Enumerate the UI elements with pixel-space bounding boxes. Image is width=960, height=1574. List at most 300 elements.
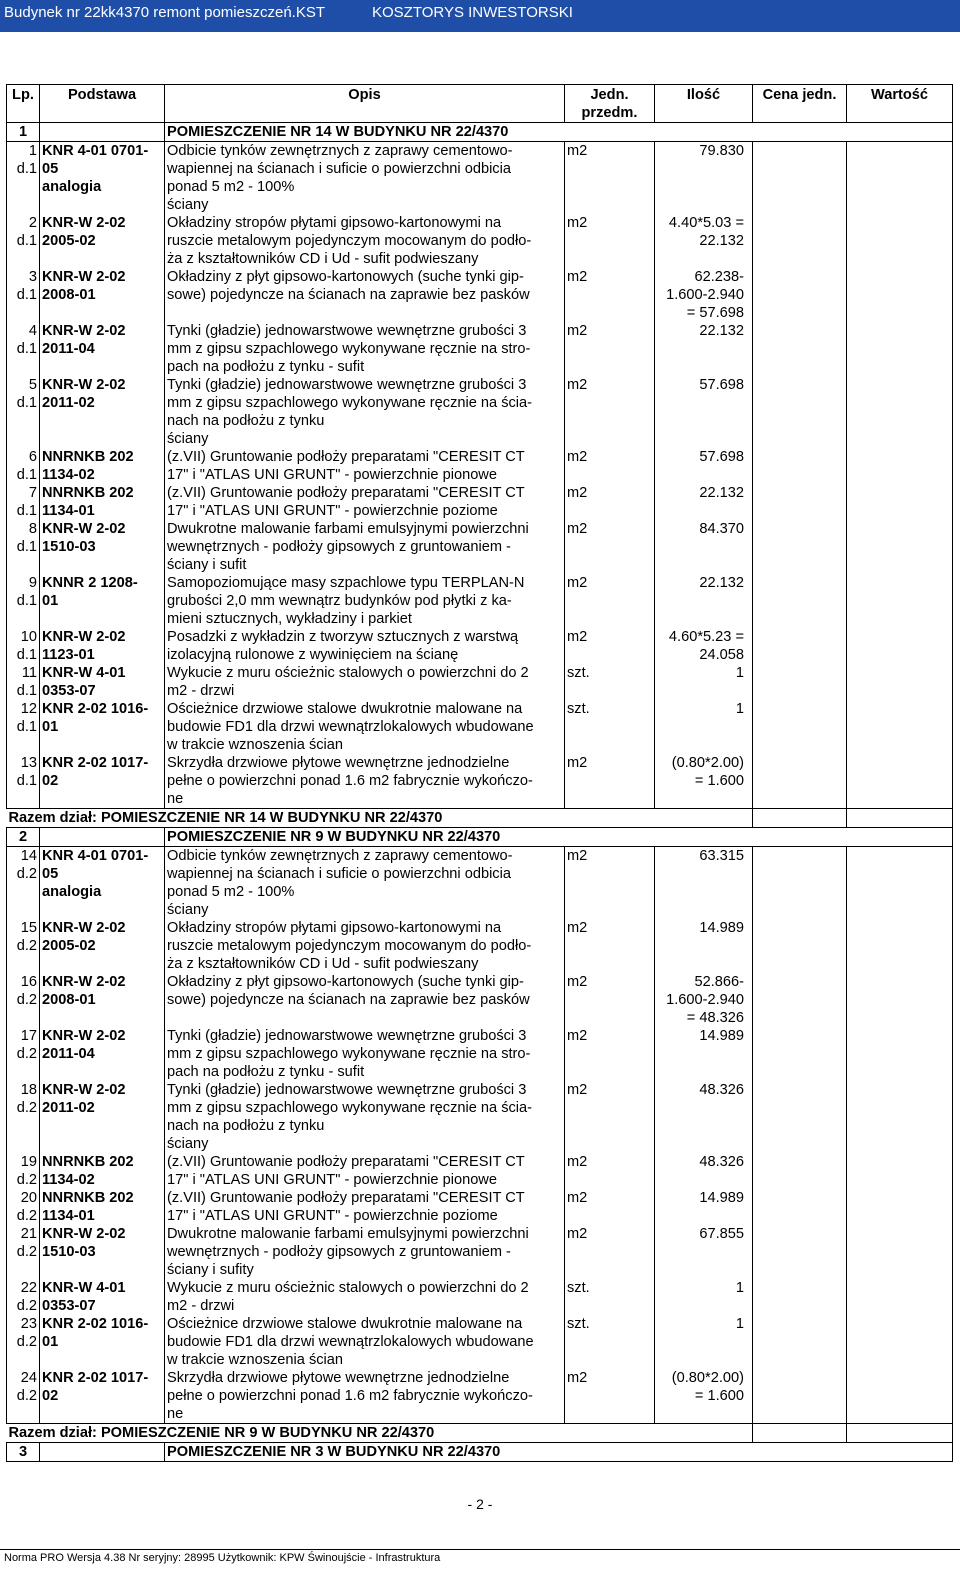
item-description (165, 1315, 565, 1369)
page-number: - 2 - (467, 1496, 493, 1512)
quantity-line: 14.989 (699, 1028, 744, 1044)
item-basis (40, 214, 165, 268)
description-line: Posadzki z wykładzin z tworzyw sztucznych z warstwą (167, 629, 519, 645)
item-value (847, 847, 953, 920)
basis-line: 0353-07 (42, 1298, 96, 1314)
description-line: Ościeżnice drzwiowe stalowe dwukrotnie malowane na (167, 701, 523, 717)
description-line: m2 - drzwi (167, 683, 235, 699)
item-value (847, 1081, 953, 1153)
item-value (847, 448, 953, 484)
section-spacer (40, 1443, 165, 1462)
item-value (847, 1279, 953, 1315)
item-unit-price (753, 448, 847, 484)
lp-line: d.1 (16, 503, 37, 519)
item-unit: szt. (565, 700, 655, 754)
item-quantity (655, 520, 753, 574)
item-basis (40, 448, 165, 484)
basis-line: KNR-W 4-01 (42, 1280, 126, 1296)
basis-line: KNR-W 2-02 (42, 377, 126, 393)
file-title: Budynek nr 22kk4370 remont pomieszczeń.KST (4, 4, 325, 21)
table-header-row (7, 85, 953, 123)
section-title: POMIESZCZENIE NR 9 W BUDYNKU NR 22/4370 (165, 828, 953, 847)
lp-line: d.1 (16, 341, 37, 357)
quantity-line: 1 (735, 665, 744, 681)
lp-line: 7 (28, 485, 37, 501)
item-lp (7, 448, 40, 484)
description-line: ściany i sufity (167, 1262, 254, 1278)
table-row (7, 1225, 953, 1279)
item-quantity (655, 214, 753, 268)
item-quantity (655, 919, 753, 973)
item-unit: m2 (565, 142, 655, 215)
description-line: Dwukrotne malowanie farbami emulsyjnymi powierzchni (167, 1226, 529, 1242)
item-lp (7, 574, 40, 628)
item-value (847, 664, 953, 700)
quantity-line: 4.40*5.03 = (668, 215, 744, 231)
title-bar (0, 0, 960, 32)
section-summary-row (7, 1424, 953, 1443)
item-lp (7, 847, 40, 920)
basis-line: KNR-W 2-02 (42, 269, 126, 285)
lp-line: 19 (20, 1154, 37, 1170)
col-header-quantity: Ilość (655, 85, 753, 123)
lp-line: 1 (28, 143, 37, 159)
item-basis (40, 628, 165, 664)
section-number: 2 (7, 828, 40, 847)
description-line: Odbicie tynków zewnętrznych z zaprawy cementowo- (167, 143, 513, 159)
item-unit-price (753, 1153, 847, 1189)
item-description (165, 1189, 565, 1225)
item-description (165, 847, 565, 920)
summary-price-empty (753, 1424, 847, 1443)
item-basis (40, 973, 165, 1027)
item-basis (40, 520, 165, 574)
description-line: ża z kształtowników CD i Ud - sufit podwieszany (167, 251, 479, 267)
item-basis (40, 1153, 165, 1189)
item-unit-price (753, 1315, 847, 1369)
item-lp (7, 1081, 40, 1153)
description-line: (z.VII) Gruntowanie podłoży preparatami "CERESIT CT (167, 1190, 525, 1206)
col-header-description: Opis (165, 85, 565, 123)
col-header-lp: Lp. (7, 85, 40, 123)
section-number: 3 (7, 1443, 40, 1462)
lp-line: d.2 (16, 1046, 37, 1062)
cost-estimate-table (6, 84, 953, 1462)
section-summary: Razem dział: POMIESZCZENIE NR 9 W BUDYNKU NR 22/4370 (7, 1424, 753, 1443)
description-line: ściany (167, 197, 209, 213)
item-basis (40, 322, 165, 376)
lp-line: 8 (28, 521, 37, 537)
lp-line: d.1 (16, 539, 37, 555)
item-description (165, 1369, 565, 1424)
item-unit: szt. (565, 1279, 655, 1315)
lp-line: 11 (21, 665, 37, 681)
table-row (7, 1315, 953, 1369)
basis-line: KNR-W 2-02 (42, 521, 126, 537)
item-lp (7, 754, 40, 809)
table-row (7, 574, 953, 628)
item-basis (40, 484, 165, 520)
basis-line: 2011-04 (42, 341, 95, 357)
item-lp (7, 142, 40, 215)
table-row (7, 1369, 953, 1424)
item-unit-price (753, 1027, 847, 1081)
description-line: izolacyjną rulonowe z wywinięciem na ścianę (167, 647, 459, 663)
quantity-line: 22.132 (699, 485, 744, 501)
basis-line: KNNR 2 1208- (42, 575, 138, 591)
item-quantity (655, 754, 753, 809)
description-line: mm z gipsu szpachlowego wykonywane ręcznie na ścia- (167, 1100, 533, 1116)
description-line: ponad 5 m2 - 100% (167, 884, 295, 900)
section-title: POMIESZCZENIE NR 3 W BUDYNKU NR 22/4370 (165, 1443, 953, 1462)
lp-line: 15 (20, 920, 37, 936)
description-line: budowie FD1 dla drzwi wewnątrzlokalowych wbudowane (167, 1334, 534, 1350)
quantity-line: 57.698 (699, 449, 744, 465)
basis-line: KNR-W 4-01 (42, 665, 126, 681)
table-row (7, 1279, 953, 1315)
lp-line: 13 (20, 755, 37, 771)
quantity-line: 14.989 (699, 1190, 744, 1206)
item-lp (7, 919, 40, 973)
item-lp (7, 1369, 40, 1424)
description-line: 17" i "ATLAS UNI GRUNT" - powierzchnie pionowe (167, 1172, 497, 1188)
item-description (165, 754, 565, 809)
item-unit-price (753, 322, 847, 376)
item-basis (40, 1027, 165, 1081)
item-quantity (655, 1189, 753, 1225)
item-unit-price (753, 1369, 847, 1424)
basis-line: KNR 2-02 1016- (42, 701, 149, 717)
item-value (847, 1027, 953, 1081)
item-value (847, 142, 953, 215)
quantity-line: 48.326 (699, 1154, 744, 1170)
item-quantity (655, 1315, 753, 1369)
item-description (165, 142, 565, 215)
lp-line: d.1 (16, 773, 37, 789)
lp-line: 24 (20, 1370, 37, 1386)
lp-line: 10 (20, 629, 37, 645)
item-value (847, 628, 953, 664)
item-value (847, 973, 953, 1027)
lp-line: d.1 (16, 233, 37, 249)
item-lp (7, 700, 40, 754)
description-line: budowie FD1 dla drzwi wewnątrzlokalowych wbudowane (167, 719, 534, 735)
item-basis (40, 268, 165, 322)
quantity-line: 79.830 (699, 143, 744, 159)
item-value (847, 1369, 953, 1424)
item-lp (7, 973, 40, 1027)
item-unit: m2 (565, 1027, 655, 1081)
item-description (165, 664, 565, 700)
quantity-line: 84.370 (699, 521, 744, 537)
col-header-unit: Jedn. przedm. (565, 85, 655, 123)
lp-line: 12 (20, 701, 37, 717)
lp-line: 14 (20, 848, 37, 864)
table-row (7, 919, 953, 973)
item-basis (40, 847, 165, 920)
item-value (847, 1153, 953, 1189)
quantity-line: 62.238- (694, 269, 744, 285)
table-row (7, 214, 953, 268)
basis-line: 1510-03 (42, 1244, 96, 1260)
basis-line: analogia (42, 179, 102, 195)
description-line: Dwukrotne malowanie farbami emulsyjnymi powierzchni (167, 521, 529, 537)
description-line: 17" i "ATLAS UNI GRUNT" - powierzchnie poziome (167, 503, 498, 519)
quantity-line: = 1.600 (694, 773, 744, 789)
description-line: w trakcie wznoszenia ścian (167, 1352, 344, 1368)
basis-line: KNR 4-01 0701- (42, 848, 149, 864)
lp-line: 2 (28, 215, 37, 231)
lp-line: 22 (20, 1280, 37, 1296)
item-unit-price (753, 1081, 847, 1153)
item-unit: m2 (565, 214, 655, 268)
item-quantity (655, 484, 753, 520)
lp-line: 18 (20, 1082, 37, 1098)
item-basis (40, 1369, 165, 1424)
description-line: Tynki (gładzie) jednowarstwowe wewnętrzne grubości 3 (167, 377, 527, 393)
lp-line: d.1 (16, 395, 37, 411)
item-value (847, 214, 953, 268)
description-line: wapiennej na ścianach i suficie o powierzchni odbicia (167, 161, 511, 177)
item-basis (40, 1189, 165, 1225)
description-line: grubości 2,0 mm wewnątrz budynków pod płytki z ka- (167, 593, 512, 609)
basis-line: KNR-W 2-02 (42, 629, 126, 645)
description-line: Tynki (gładzie) jednowarstwowe wewnętrzne grubości 3 (167, 1028, 527, 1044)
item-lp (7, 520, 40, 574)
lp-line: d.2 (16, 938, 37, 954)
description-line: ściany (167, 431, 209, 447)
description-line: Wykucie z muru ościeżnic stalowych o powierzchni do 2 (167, 665, 529, 681)
section-spacer (40, 123, 165, 142)
description-line: pełne o powierzchni ponad 1.6 m2 fabrycznie wykończo- (167, 1388, 533, 1404)
basis-line: 1134-02 (42, 1172, 95, 1188)
description-line: Wykucie z muru ościeżnic stalowych o powierzchni do 2 (167, 1280, 529, 1296)
item-quantity (655, 448, 753, 484)
basis-line: 01 (42, 1334, 59, 1350)
table-row (7, 973, 953, 1027)
item-unit: m2 (565, 919, 655, 973)
description-line: wewnętrznych - podłoży gipsowych z gruntowaniem - (167, 1244, 511, 1260)
table-body (7, 123, 953, 1462)
section-number: 1 (7, 123, 40, 142)
basis-line: 2011-04 (42, 1046, 95, 1062)
basis-line: KNR-W 2-02 (42, 974, 126, 990)
item-description (165, 1225, 565, 1279)
item-unit: m2 (565, 1225, 655, 1279)
description-line: Odbicie tynków zewnętrznych z zaprawy cementowo- (167, 848, 513, 864)
description-line: Tynki (gładzie) jednowarstwowe wewnętrzne grubości 3 (167, 1082, 527, 1098)
description-line: (z.VII) Gruntowanie podłoży preparatami "CERESIT CT (167, 449, 525, 465)
description-line: pach na podłożu z tynku - sufit (167, 359, 365, 375)
table-row (7, 268, 953, 322)
item-value (847, 1315, 953, 1369)
item-description (165, 376, 565, 448)
item-quantity (655, 628, 753, 664)
item-quantity (655, 142, 753, 215)
item-quantity (655, 1081, 753, 1153)
lp-line: 23 (20, 1316, 37, 1332)
item-basis (40, 142, 165, 215)
description-line: sowe) pojedyncze na ścianach na zaprawie bez pasków (167, 992, 530, 1008)
description-line: Tynki (gładzie) jednowarstwowe wewnętrzne grubości 3 (167, 323, 527, 339)
quantity-line: 22.132 (699, 233, 744, 249)
item-value (847, 520, 953, 574)
description-line: mm z gipsu szpachlowego wykonywane ręcznie na ścia- (167, 395, 533, 411)
item-unit-price (753, 973, 847, 1027)
quantity-line: 1 (735, 1316, 744, 1332)
footer-divider (0, 1549, 960, 1550)
lp-line: d.1 (16, 719, 37, 735)
item-lp (7, 484, 40, 520)
item-quantity (655, 847, 753, 920)
item-unit: m2 (565, 1189, 655, 1225)
quantity-line: 24.058 (699, 647, 744, 663)
lp-line: d.1 (16, 161, 37, 177)
item-lp (7, 1189, 40, 1225)
quantity-line: 57.698 (699, 377, 744, 393)
basis-line: KNR-W 2-02 (42, 920, 126, 936)
item-quantity (655, 1153, 753, 1189)
item-description (165, 484, 565, 520)
item-basis (40, 754, 165, 809)
item-unit-price (753, 574, 847, 628)
description-line: Okładziny stropów płytami gipsowo-kartonowymi na (167, 215, 502, 231)
description-line: Samopoziomujące masy szpachlowe typu TERPLAN-N (167, 575, 525, 591)
item-unit-price (753, 664, 847, 700)
table-row (7, 520, 953, 574)
basis-line: KNR-W 2-02 (42, 1028, 126, 1044)
item-value (847, 700, 953, 754)
item-lp (7, 1279, 40, 1315)
section-header-row (7, 123, 953, 142)
summary-price-empty (753, 809, 847, 828)
item-basis (40, 1225, 165, 1279)
basis-line: 02 (42, 1388, 59, 1404)
item-description (165, 1027, 565, 1081)
lp-line: d.2 (16, 866, 37, 882)
quantity-line: 67.855 (699, 1226, 744, 1242)
summary-value-empty (847, 1424, 953, 1443)
col-header-unit-price: Cena jedn. (753, 85, 847, 123)
lp-line: d.1 (16, 467, 37, 483)
quantity-line: = 48.326 (686, 1010, 744, 1026)
quantity-line: (0.80*2.00) (671, 755, 744, 771)
basis-line: 2005-02 (42, 938, 96, 954)
description-line: ża z kształtowników CD i Ud - sufit podwieszany (167, 956, 479, 972)
item-lp (7, 628, 40, 664)
table-row (7, 1027, 953, 1081)
basis-line: NNRNKB 202 (42, 1190, 134, 1206)
quantity-line: 22.132 (699, 575, 744, 591)
item-unit-price (753, 628, 847, 664)
section-header-row (7, 1443, 953, 1462)
item-basis (40, 1279, 165, 1315)
item-description (165, 628, 565, 664)
item-value (847, 268, 953, 322)
item-unit-price (753, 268, 847, 322)
item-value (847, 322, 953, 376)
col-header-value: Wartość (847, 85, 953, 123)
basis-line: 1134-02 (42, 467, 95, 483)
table-row (7, 1153, 953, 1189)
item-value (847, 574, 953, 628)
description-line: ruszcie metalowym pojedynczym mocowanym do podło- (167, 938, 532, 954)
table-row (7, 754, 953, 809)
table-row (7, 664, 953, 700)
description-line: Okładziny z płyt gipsowo-kartonowych (suche tynki gip- (167, 974, 524, 990)
item-quantity (655, 664, 753, 700)
item-unit: m2 (565, 628, 655, 664)
basis-line: KNR 2-02 1017- (42, 1370, 149, 1386)
lp-line: d.2 (16, 1388, 37, 1404)
basis-line: KNR 4-01 0701- (42, 143, 149, 159)
basis-line: 05 (42, 161, 59, 177)
item-description (165, 973, 565, 1027)
item-unit-price (753, 142, 847, 215)
item-unit: m2 (565, 973, 655, 1027)
table-row (7, 448, 953, 484)
item-lp (7, 664, 40, 700)
description-line: (z.VII) Gruntowanie podłoży preparatami "CERESIT CT (167, 1154, 525, 1170)
item-lp (7, 1153, 40, 1189)
item-lp (7, 376, 40, 448)
quantity-line: 52.866- (694, 974, 744, 990)
description-line: mm z gipsu szpachlowego wykonywane ręcznie na stro- (167, 341, 531, 357)
item-description (165, 268, 565, 322)
basis-line: KNR 2-02 1017- (42, 755, 149, 771)
description-line: ściany i sufit (167, 557, 247, 573)
lp-line: d.1 (16, 647, 37, 663)
item-quantity (655, 574, 753, 628)
item-quantity (655, 1279, 753, 1315)
description-line: ne (167, 791, 184, 807)
item-basis (40, 1081, 165, 1153)
item-unit-price (753, 754, 847, 809)
basis-line: analogia (42, 884, 102, 900)
item-quantity (655, 1225, 753, 1279)
description-line: sowe) pojedyncze na ścianach na zaprawie bez pasków (167, 287, 530, 303)
description-line: w trakcie wznoszenia ścian (167, 737, 344, 753)
table-row (7, 700, 953, 754)
basis-line: NNRNKB 202 (42, 1154, 134, 1170)
basis-line: KNR-W 2-02 (42, 215, 126, 231)
description-line: ściany (167, 1136, 209, 1152)
lp-line: d.2 (16, 1172, 37, 1188)
table-row (7, 142, 953, 215)
lp-line: 4 (28, 323, 37, 339)
quantity-line: 63.315 (699, 848, 744, 864)
lp-line: 9 (28, 575, 37, 591)
item-unit-price (753, 1225, 847, 1279)
item-lp (7, 322, 40, 376)
quantity-line: 1.600-2.940 (666, 992, 744, 1008)
description-line: mieni sztucznych, wykładziny i parkiet (167, 611, 412, 627)
item-unit: m2 (565, 322, 655, 376)
basis-line: NNRNKB 202 (42, 485, 134, 501)
item-quantity (655, 973, 753, 1027)
item-value (847, 754, 953, 809)
item-description (165, 520, 565, 574)
basis-line: KNR-W 2-02 (42, 323, 126, 339)
lp-line: 20 (20, 1190, 37, 1206)
basis-line: 05 (42, 866, 59, 882)
lp-line: 6 (28, 449, 37, 465)
item-unit-price (753, 1279, 847, 1315)
description-line: Skrzydła drzwiowe płytowe wewnętrzne jednodzielne (167, 755, 510, 771)
item-quantity (655, 268, 753, 322)
item-value (847, 919, 953, 973)
quantity-line: 22.132 (699, 323, 744, 339)
